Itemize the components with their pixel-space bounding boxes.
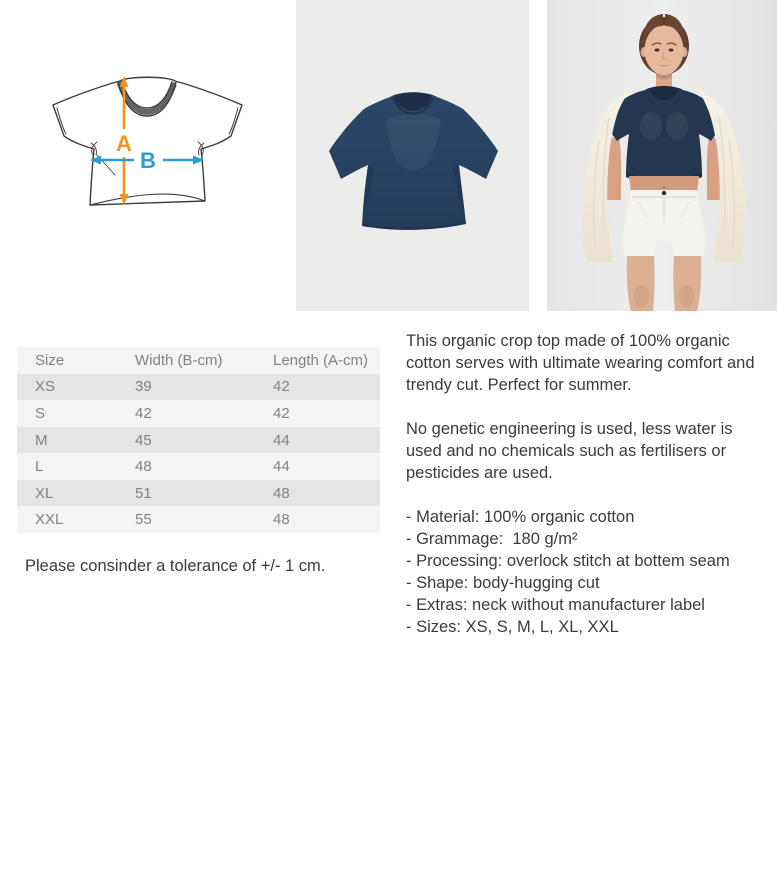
label-b: B bbox=[140, 148, 156, 173]
tolerance-note: Please consinder a tolerance of +/- 1 cm. bbox=[25, 557, 326, 575]
spec-processing: - Processing: overlock stitch at bottem seam bbox=[406, 552, 730, 570]
cell-length: 44 bbox=[273, 458, 290, 476]
cell-length: 42 bbox=[273, 404, 290, 422]
cell-length: 42 bbox=[273, 378, 290, 396]
cell-size: XS bbox=[35, 378, 56, 396]
cell-size: S bbox=[35, 404, 46, 422]
table-row bbox=[17, 506, 380, 533]
cell-width: 39 bbox=[135, 378, 152, 396]
spec-material: - Material: 100% organic cotton bbox=[406, 508, 635, 526]
cell-size: XL bbox=[35, 484, 54, 502]
product-photo bbox=[296, 0, 529, 311]
tee-outline bbox=[53, 77, 242, 205]
cell-length: 44 bbox=[273, 431, 290, 449]
product-description bbox=[406, 330, 758, 638]
spec-sizes: - Sizes: XS, S, M, L, XL, XXL bbox=[406, 618, 619, 636]
spec-grammage: - Grammage: 180 g/m² bbox=[406, 530, 578, 548]
measurement-diagram bbox=[42, 72, 254, 218]
cell-size: M bbox=[35, 431, 48, 449]
cell-width: 55 bbox=[135, 511, 152, 529]
cell-width: 45 bbox=[135, 431, 152, 449]
model-image bbox=[547, 0, 777, 311]
col-header-width: Width (B-cm) bbox=[135, 351, 223, 369]
label-a: A bbox=[116, 131, 132, 156]
description-paragraph: No genetic engineering is used, less water is used and no chemicals such as fertilisers or pesticides are used. bbox=[406, 420, 733, 482]
table-row bbox=[17, 480, 380, 507]
model-photo bbox=[547, 0, 777, 311]
table-row bbox=[17, 453, 380, 480]
col-header-size: Size bbox=[35, 351, 65, 369]
description-paragraph: This organic crop top made of 100% organic cotton serves with ultimate wearing comfort and trendy cut. Perfect for summer. bbox=[406, 332, 755, 394]
col-header-length: Length (A-cm) bbox=[273, 351, 369, 369]
product-tee-image bbox=[296, 0, 529, 311]
cell-size: L bbox=[35, 458, 44, 476]
size-table bbox=[17, 347, 380, 533]
table-row bbox=[17, 400, 380, 427]
cell-size: XXL bbox=[35, 511, 64, 529]
cell-width: 48 bbox=[135, 458, 152, 476]
table-row bbox=[17, 427, 380, 454]
cell-length: 48 bbox=[273, 511, 290, 529]
table-row bbox=[17, 374, 380, 401]
cell-width: 42 bbox=[135, 404, 152, 422]
size-table-header bbox=[17, 347, 380, 374]
crop-top-line-drawing-icon bbox=[42, 72, 254, 218]
cell-length: 48 bbox=[273, 484, 290, 502]
spec-shape: - Shape: body-hugging cut bbox=[406, 574, 600, 592]
cell-width: 51 bbox=[135, 484, 152, 502]
spec-extras: - Extras: neck without manufacturer label bbox=[406, 596, 705, 614]
